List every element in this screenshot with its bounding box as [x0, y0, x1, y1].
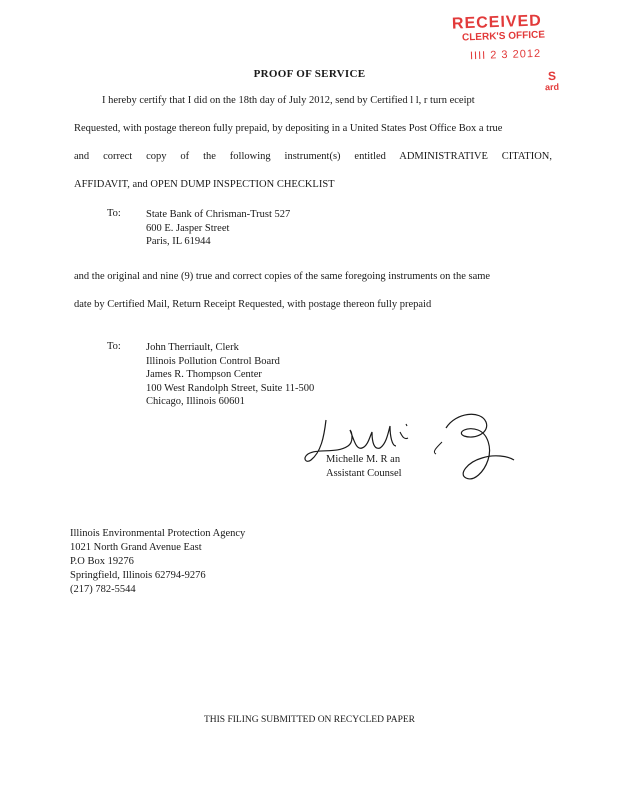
recipient-2-label: To:: [107, 341, 121, 352]
paragraph-line: AFFIDAVIT, and OPEN DUMP INSPECTION CHECKLIST: [74, 179, 335, 190]
address-line: 100 West Randolph Street, Suite 11-500: [146, 382, 315, 394]
certification-paragraph: [74, 87, 552, 199]
signer-name: Michelle M. R an: [326, 454, 401, 465]
paragraph-line: Requested, with postage thereon fully prepaid, by depositing in a United States Post Office Box a true: [74, 123, 503, 134]
address-line: John Therriault, Clerk: [146, 342, 239, 353]
received-stamp-date: IIII 2 3 2012: [469, 47, 542, 63]
signer-block: [326, 453, 402, 481]
received-stamp-fragment-s: S: [547, 68, 557, 84]
paragraph-line: I hereby certify that I did on the 18th day of July 2012, send by Certified l l, r turn eceipt: [102, 95, 475, 106]
recipient-2-address: [146, 341, 314, 409]
recipient-1-label: To:: [107, 208, 121, 219]
received-stamp-office: CLERK'S OFFICE: [461, 29, 546, 44]
page-title: PROOF OF SERVICE: [253, 68, 366, 80]
recycled-paper-footer: THIS FILING SUBMITTED ON RECYCLED PAPER: [203, 715, 416, 725]
agency-address-block: [70, 527, 245, 597]
agency-line: (217) 782-5544: [70, 584, 136, 595]
agency-line: P.O Box 19276: [70, 556, 134, 567]
signer-title: Assistant Counsel: [326, 468, 402, 479]
address-line: State Bank of Chrisman-Trust 527: [146, 209, 291, 220]
address-line: 600 E. Jasper Street: [146, 222, 230, 234]
copies-paragraph: [74, 263, 552, 319]
address-line: James R. Thompson Center: [146, 369, 262, 380]
received-stamp-fragment-ard: ard: [544, 81, 560, 93]
address-line: Chicago, Illinois 60601: [146, 396, 245, 407]
paragraph-line: and the original and nine (9) true and correct copies of the same foregoing instruments on the same: [74, 271, 491, 282]
received-stamp-title: RECEIVED: [451, 12, 543, 33]
paragraph-line: date by Certified Mail, Return Receipt Requested, with postage thereon fully prepaid: [74, 299, 432, 310]
agency-line: 1021 North Grand Avenue East: [70, 542, 202, 553]
address-line: Paris, IL 61944: [146, 236, 211, 247]
agency-line: Springfield, Illinois 62794-9276: [70, 570, 206, 581]
address-line: Illinois Pollution Control Board: [146, 355, 280, 367]
agency-line: Illinois Environmental Protection Agency: [70, 528, 246, 539]
paragraph-line: and correct copy of the following instrument(s) entitled ADMINISTRATIVE CITATION,: [74, 151, 552, 162]
recipient-1-address: [146, 208, 290, 249]
